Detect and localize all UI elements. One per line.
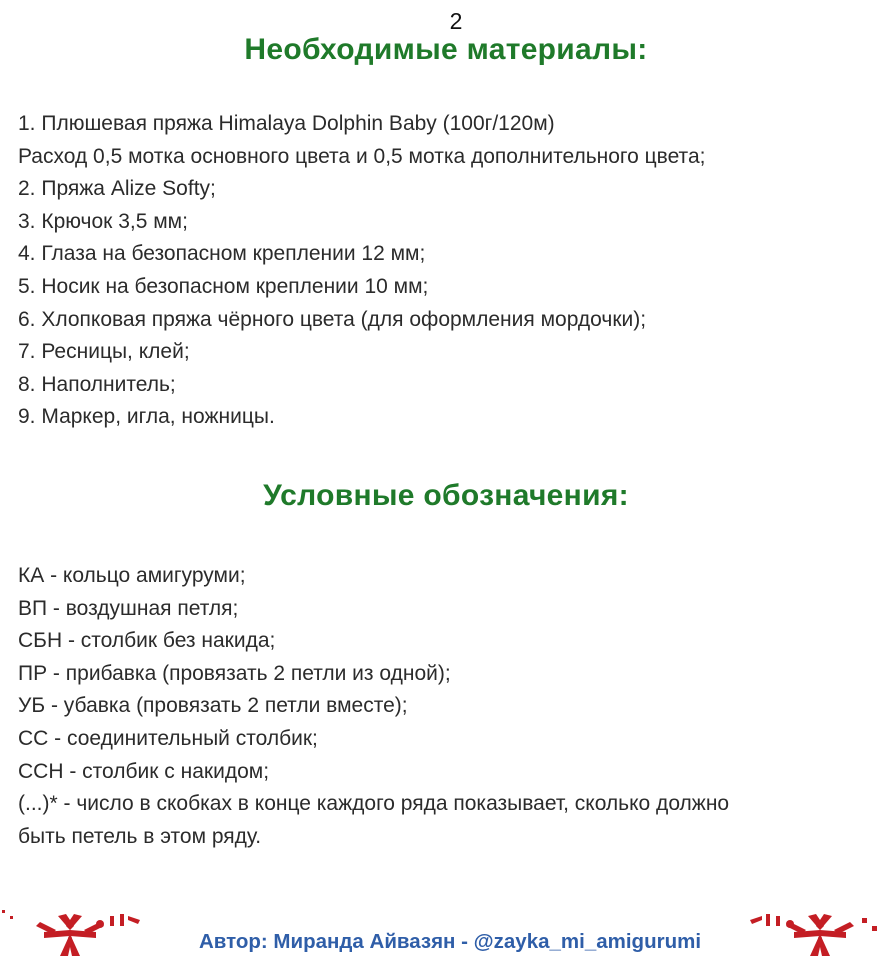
list-item: 8. Наполнитель;: [18, 372, 176, 396]
page-number: 2: [449, 8, 463, 34]
list-item: УБ - убавка (провязать 2 петли вместе);: [18, 694, 408, 718]
list-item: 3. Крючок 3,5 мм;: [18, 209, 188, 233]
list-item: 1. Плюшевая пряжа Himalaya Dolphin Baby (100г/120м): [18, 112, 555, 135]
symbols-list: [18, 560, 729, 853]
list-item: КА - кольцо амигуруми;: [18, 564, 246, 587]
list-item: (...)* - число в скобках в конце каждого ряда показывает, сколько должно: [18, 792, 730, 816]
symbols-title: Условные обозначения:: [263, 479, 629, 512]
list-item: 6. Хлопковая пряжа чёрного цвета (для оформления мордочки);: [18, 307, 647, 331]
list-item: ВП - воздушная петля;: [18, 596, 239, 620]
list-item: ССН - столбик с накидом;: [18, 759, 270, 783]
materials-list: [18, 108, 705, 434]
list-item: 5. Носик на безопасном креплении 10 мм;: [18, 274, 429, 298]
materials-title: Необходимые материалы:: [244, 33, 648, 66]
list-item: 2. Пряжа Alize Softy;: [18, 177, 216, 201]
list-item: СБН - столбик без накида;: [18, 629, 276, 653]
list-item: 4. Глаза на безопасном креплении 12 мм;: [18, 242, 426, 266]
author-credit: Автор: Миранда Айвазян - @zayka_mi_amigurumi: [198, 930, 702, 953]
list-item: быть петель в этом ряду.: [18, 824, 262, 848]
list-item: 7. Ресницы, клей;: [18, 340, 190, 364]
list-item: ПР - прибавка (провязать 2 петли из одной);: [18, 661, 451, 685]
list-item: Расход 0,5 мотка основного цвета и 0,5 мотка дополнительного цвета;: [18, 144, 706, 168]
list-item: 9. Маркер, игла, ножницы.: [18, 405, 275, 429]
list-item: СС - соединительный столбик;: [18, 726, 318, 750]
